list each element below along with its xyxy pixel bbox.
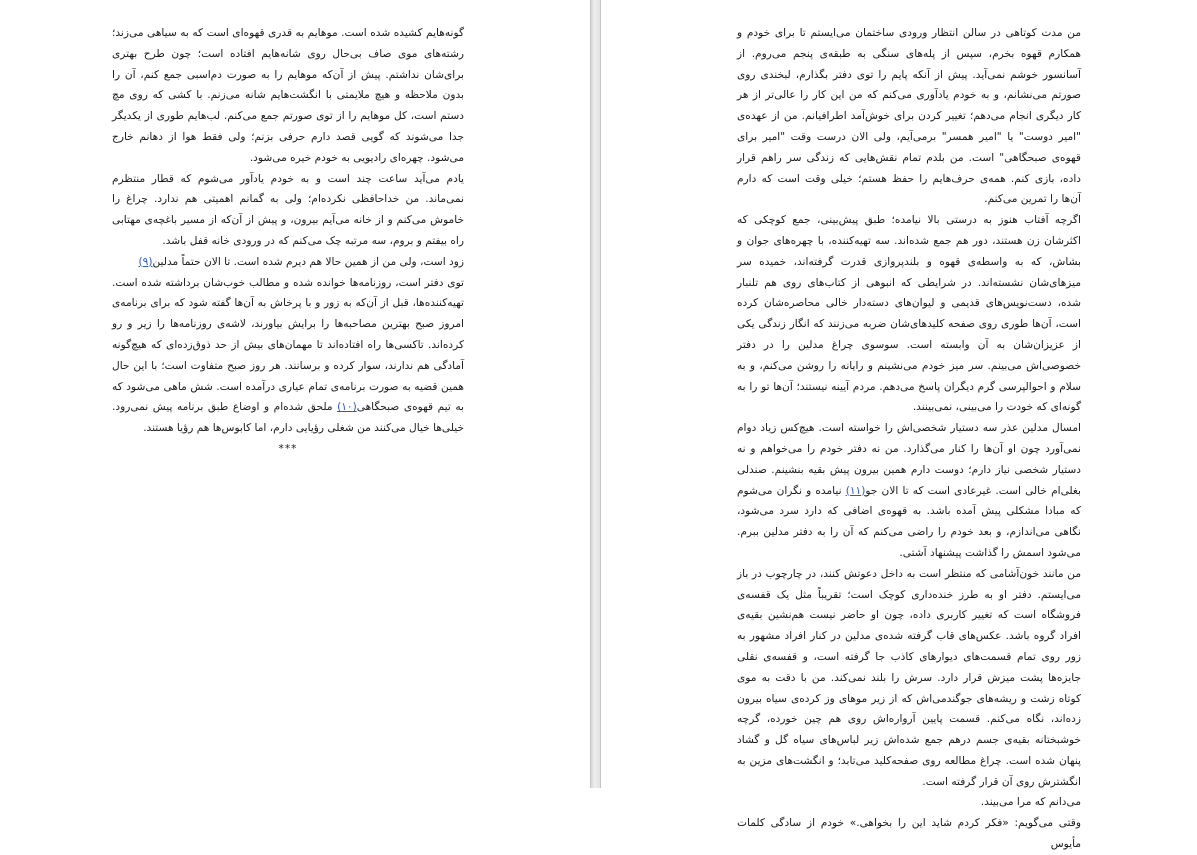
footnote-link[interactable]: (۱۰) <box>337 401 357 414</box>
section-separator: *** <box>278 442 298 455</box>
left-page-text <box>112 23 464 460</box>
paragraph <box>737 23 1081 210</box>
footnote-link[interactable]: (۱۱) <box>845 484 866 497</box>
paragraph-text: من مدت کوتاهی در سالن انتظار ورودی ساختمان می‌ایستم تا برای خودم و همکارم قهوه بخرم، سپس از پله‌های سنگی به طبقه‌ی پنجم می‌روم. از آسانسور خوشم نمی‌آید. پیش از آنکه پایم را توی دفتر بگذارم، لبخندی روی صورتم می‌نشانم، و به خودم یادآوری می‌کنم که من این کار را عالی‌تر از هر کار دیگری انجام می‌دهم؛ تغییر کردن برای خوش‌آمد اطرافیانم. من از عهده‌ی "امیر دوست" یا "امیر همسر" برمی‌آیم، ولی الان درست وقت "امیر برای قهوه‌ی صبحگاهی" است. من بلدم تمام نقش‌هایی که زندگی سر راهم قرار داده، بازی کنم. همه‌ی حرف‌هایم را حفظ هستم؛ خیلی وقت است که دارم آن‌ها را تمرین می‌کنم. <box>737 27 1081 206</box>
paragraph <box>112 273 464 439</box>
paragraph-text: زود است، ولی من از همین حالا هم دیرم شده است. تا الان حتماً مدلین <box>152 255 464 268</box>
paragraph <box>112 23 464 169</box>
paragraph-text: من مانند خون‌آشامی که منتظر است به داخل دعوتش کنند، در چارچوب در باز می‌ایستم. دفتر او به طرز خنده‌داری کوچک است؛ تقریباً مثل یک قفسه‌ی فروشگاه است که تغییر کاربری داده، چون او حاضر نیست هم‌نشین بقیه‌ی افراد گروه باشد. عکس‌های قاب گرفته شده‌ی مدلین در کنار افراد مشهور به زور روی تمام قسمت‌های دیوارهای کاذب جا گرفته است، و قفسه‌ی نقلی جایزه‌ها پشت میزش قرار دارد. سرش را بلند نمی‌کند. من با دقت به موی کوتاه زشت و ریشه‌های جوگندمی‌اش که از زیر موهای وز کرده‌ی سیاه بیرون زده‌اند، نگاه می‌کنم. قسمت پایین آرواره‌اش روی هم چین خورده، گرچه خوشبختانه بقیه‌ی جسم درهم جمع شده‌اش زیر لباس‌های سیاه گل و گشاد پنهان شده است. چراغ مطالعه روی صفحه‌کلید می‌تابد؛ و انگشت‌های مزین به انگشترش روی آن قرار گرفته است. <box>737 567 1081 788</box>
paragraph <box>737 418 1081 564</box>
paragraph-text: ملحق شده‌ام و اوضاع طبق برنامه پیش نمی‌رود. خیلی‌ها خیال می‌کنند من شغلی رؤیایی دارم، اما کابوس‌ها هم رؤیا هستند. <box>112 401 464 435</box>
left-page <box>0 0 590 788</box>
footnote-link[interactable]: (۹) <box>138 255 153 268</box>
paragraph-text: توی دفتر است، روزنامه‌ها خوانده شده و مطالب خوب‌شان برداشته شده است. تهیه‌کننده‌ها، قبل از آن‌که به زور و با پرخاش به آن‌ها گفته شود که برای برنامه‌ی امروز صبح بهترین مصاحبه‌ها را برایش بیاورند، لاشه‌ی روزنامه‌ها را زیر و رو کرده‌اند. تاکسی‌ها راه افتاده‌اند تا مهمان‌های بیش از حد ذوق‌زده‌ای که هیچ‌گونه آمادگی هم ندارند، سوار کرده و برسانند. هر روز صبح متفاوت است؛ با این حال همین قضیه به صورت برنامه‌ی تمام عیاری درآمده است. شش ماهی می‌شود که به تیم قهوه‌ی صبحگاهی <box>112 276 464 414</box>
right-page <box>601 0 1197 851</box>
paragraph <box>112 169 464 252</box>
paragraph <box>737 210 1081 418</box>
paragraph-text: اگرچه آفتاب هنوز به درستی بالا نیامده؛ طبق پیش‌بینی، جمع کوچکی که اکثرشان زن هستند، دور هم جمع شده‌اند. سه تهیه‌کننده، با چهره‌های جوان و بشاش، که به واسطه‌ی قهوه و بلندپروازی قدرت گرفته‌اند، خمیده سر میزهای‌شان نشسته‌اند. در شرایطی که انبوهی از کتاب‌های روی هم تلنبار شده، دست‌نویس‌های قدیمی و لیوان‌های دسته‌دار خالی محاصره‌شان کرده است، آن‌ها طوری روی صفحه کلیدهای‌شان ضربه می‌زنند که انگار زندگی یکی از عزیزان‌شان به آن وابسته است. سوسوی چراغ مدلین را در دفتر خصوصی‌اش می‌بینم. سر میز خودم می‌نشینم و رایانه را روشن می‌کنم، و به سلام و احوالپرسی گرم دیگران پاسخ می‌دهم. مردم آیینه نیستند؛ آن‌ها تو را به گونه‌ای که خودت را می‌بینی، نمی‌بینند. <box>737 214 1081 414</box>
paragraph-text: نیامده و نگران می‌شوم که مبادا مشکلی پیش آمده باشد. به قهوه‌ی اضافی که دارد سرد می‌شود، نگاهی می‌اندازم، و بعد خودم را راضی می‌کنم که آن را به دفتر مدلین ببرم. می‌شود اسمش را گذاشت پیشنهاد آشتی. <box>737 484 1081 559</box>
right-page-text <box>737 23 1081 855</box>
paragraph-text: یادم می‌آید ساعت چند است و به خودم یادآور می‌شوم که قطار منتظرم نمی‌ماند. من خداحافظی نکرده‌ام؛ ولی به گمانم اهمیتی هم ندارد. چراغ را خاموش می‌کنم و از خانه می‌آیم بیرون، و پیش از آن‌که از مسیر باغچه‌ی مهتابی راه بیفتم و بروم، سه مرتبه چک می‌کنم که در ورودی خانه قفل باشد. <box>112 172 464 247</box>
paragraph-text: گونه‌هایم کشیده شده است. موهایم به قدری قهوه‌ای است که به سیاهی می‌زند؛ رشته‌های موی صاف بی‌حال روی شانه‌هایم افتاده است؛ چون طرح بهتری برای‌شان نداشتم. پیش از آن‌که موهایم را به صورت دم‌اسبی جمع کنم، آن را بدون ملاحظه و هیچ ملایمتی با انگشت‌هایم شانه می‌زنم. با کشی که روی مچ دستم است، کل موهایم را از توی صورتم جمع می‌کنم. لب‌هایم طوری از یکدیگر جدا می‌شوند که گویی قصد دارم حرفی بزنم؛ ولی فقط هوا از دهانم خارج می‌شود. چهره‌ای رادیویی به خودم خیره می‌شود. <box>112 27 464 164</box>
paragraph <box>737 792 1081 813</box>
paragraph-text: وقتی می‌گویم: «فکر کردم شاید این را بخواهی.» خودم از سادگی کلمات مأیوس <box>737 817 1081 851</box>
page-gutter <box>590 0 601 788</box>
paragraph <box>112 252 464 273</box>
paragraph <box>737 813 1081 855</box>
paragraph-text: می‌دانم که مرا می‌بیند. <box>980 796 1081 809</box>
paragraph-text: امسال مدلین عذر سه دستیار شخصی‌اش را خواسته است. هیچ‌کس زیاد دوام نمی‌آورد چون او آن‌ها را کنار می‌گذارد. من نه دفتر خودم را می‌خواهم و نه دستیار شخصی نیاز دارم؛ دوست دارم همین بیرون پیش بقیه بنشینم. صندلی بغلی‌ام خالی است. غیرعادی است که تا الان جو <box>737 422 1081 497</box>
paragraph <box>737 564 1081 793</box>
